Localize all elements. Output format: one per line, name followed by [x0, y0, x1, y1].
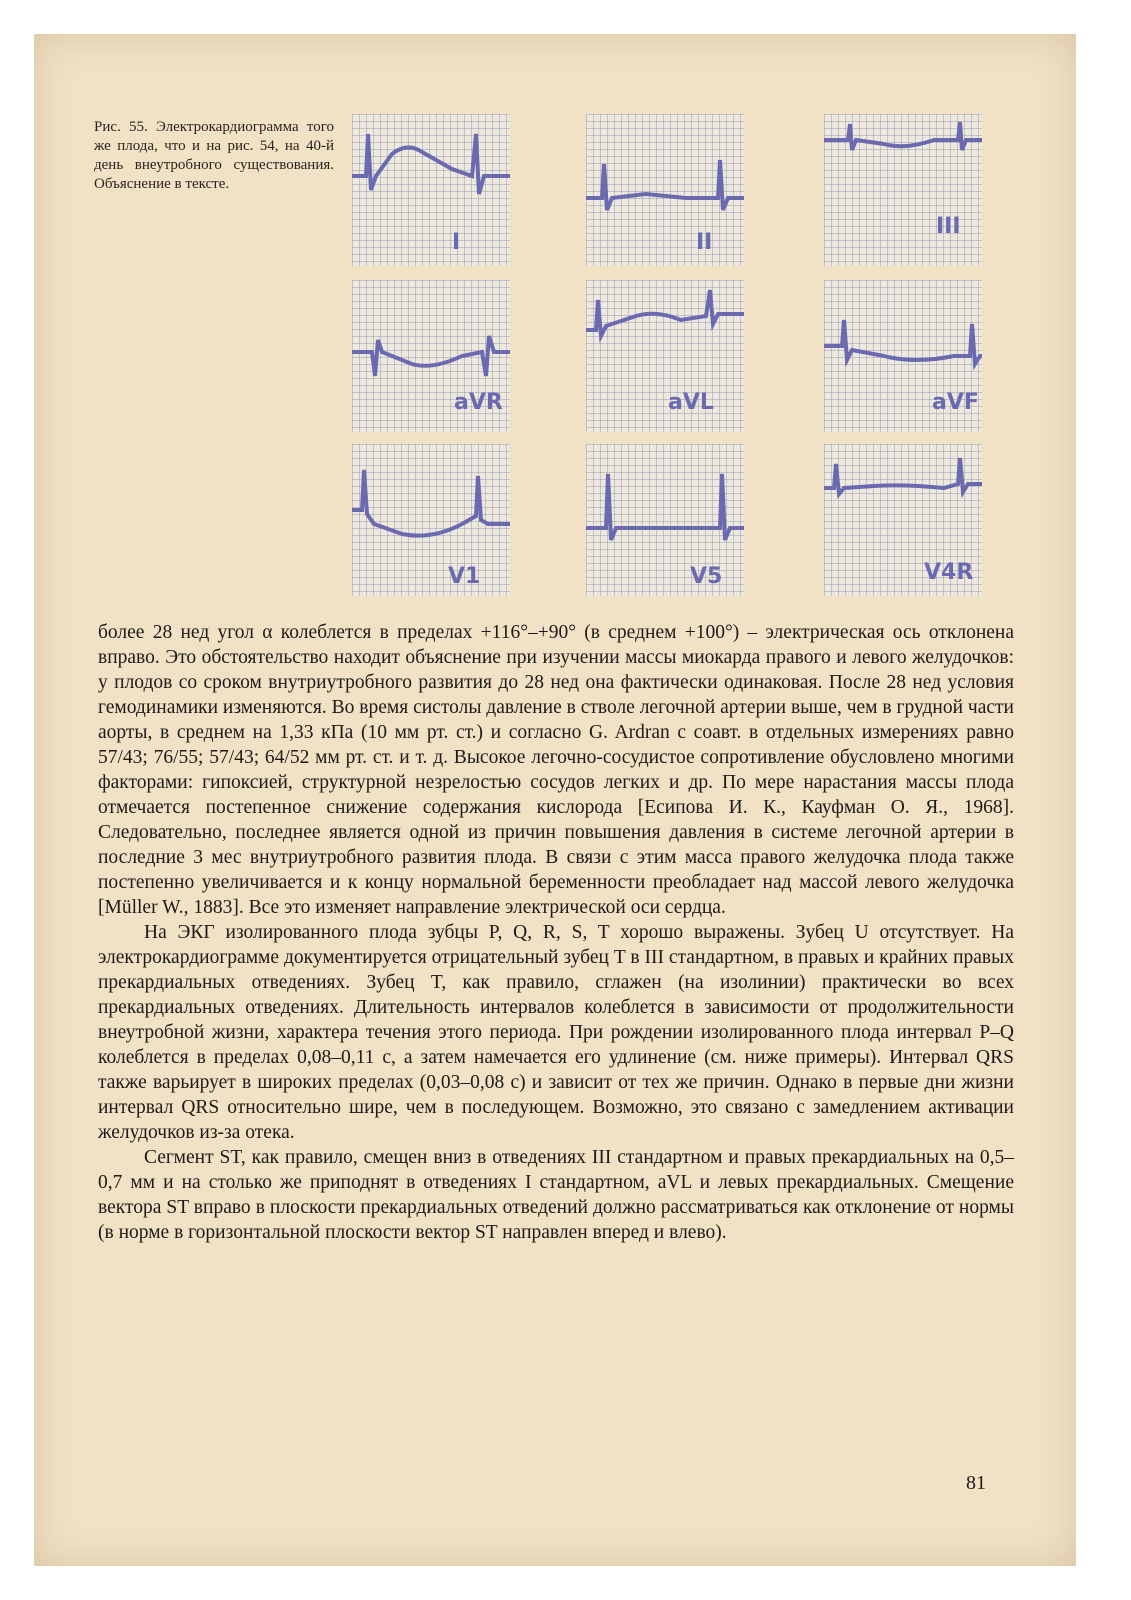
ecg-panel-aVR — [352, 280, 510, 432]
lead-label-II: II — [696, 230, 713, 255]
body-text — [98, 620, 1014, 1245]
page-number: 81 — [966, 1472, 986, 1494]
ecg-trace-aVL — [586, 280, 744, 432]
lead-label-I: I — [452, 230, 461, 255]
lead-label-aVR: aVR — [454, 390, 503, 415]
lead-label-V4R: V4R — [924, 560, 974, 585]
ecg-panel-V5 — [586, 444, 744, 596]
ecg-panel-II — [586, 114, 744, 266]
ecg-panel-aVL — [586, 280, 744, 432]
lead-label-aVF: aVF — [932, 390, 979, 415]
ecg-panel-I — [352, 114, 510, 266]
ecg-panel-III — [824, 114, 982, 266]
book-page — [34, 34, 1076, 1566]
ecg-trace-III — [824, 114, 982, 266]
lead-label-III: III — [936, 214, 961, 239]
ecg-trace-I — [352, 114, 510, 266]
ecg-panel-V4R — [824, 444, 982, 596]
lead-label-aVL: aVL — [668, 390, 714, 415]
paragraph-3: Сегмент ST, как правило, смещен вниз в отведениях III стандартном и правых прекардиальных на 0,5–0,7 мм и на столько же приподнят в отведениях I стандартном, aVL и левых прекардиальных. Смещение вектора ST вправо в плоскости прекардиальных отведений должно рассматриваться как отклонение от нормы (в норме в горизонтальной плоскости вектор ST направлен вперед и влево). — [98, 1147, 1014, 1243]
figure-caption: Рис. 55. Электрокардиограмма того же плода, что и на рис. 54, на 40-й день внеутробного существования. Объяснение в тексте. — [94, 119, 334, 192]
ecg-trace-II — [586, 114, 744, 266]
paragraph-1: более 28 нед угол α колеблется в пределах +116°–+90° (в среднем +100°) – электрическая ось отклонена вправо. Это обстоятельство находит объяснение при изучении массы миокарда правого и левого желудочков: у плодов со сроком внутриутробного развития до 28 нед она фактически одинаковая. После 28 нед условия гемодинамики изменяются. Во время систолы давление в стволе легочной артерии выше, чем в грудной части аорты, в среднем на 1,33 кПа (10 мм рт. ст.) и согласно G. Ardran с соавт. в отдельных измерениях равно 57/43; 76/55; 57/43; 64/52 мм рт. ст. и т. д. Высокое легочно-сосудистое сопротивление обусловлено многими факторами: гипоксией, структурной незрелостью сосудов легких и др. По мере нарастания массы плода отмечается постепенное снижение содержания кислорода [Есипова И. К., Кауфман О. Я., 1968]. Следовательно, последнее является одной из причин повышения давления в системе легочной артерии в последние 3 мес внутриутробного развития плода. В связи с этим масса правого желудочка плода также постепенно увеличивается и к концу нормальной беременности преобладает над массой левого желудочка [Müller W., 1883]. Все это изменяет направление электрической оси сердца. — [98, 622, 1014, 918]
ecg-panel-aVF — [824, 280, 982, 432]
paragraph-2: На ЭКГ изолированного плода зубцы P, Q, R, S, T хорошо выражены. Зубец U отсутствует. На электрокардиограмме документируется отрицательный зубец T в III стандартном, в правых и крайних правых прекардиальных отведениях. Зубец T, как правило, сглажен (на изолинии) практически во всех прекардиальных отведениях. Длительность интервалов колеблется в зависимости от продолжительности внеутробной жизни, характера течения этого периода. При рождении изолированного плода интервал P–Q колеблется в пределах 0,08–0,11 с, а затем намечается его удлинение (см. ниже примеры). Интервал QRS также варьирует в широких пределах (0,03–0,08 с) и зависит от тех же причин. Однако в первые дни жизни интервал QRS относительно шире, чем в последующем. Возможно, это связано с замедлением активации желудочков из-за отека. — [98, 922, 1014, 1143]
lead-label-V5: V5 — [690, 564, 723, 589]
ecg-panel-V1 — [352, 444, 510, 596]
ecg-trace-V1 — [352, 444, 510, 596]
lead-label-V1: V1 — [448, 564, 481, 589]
